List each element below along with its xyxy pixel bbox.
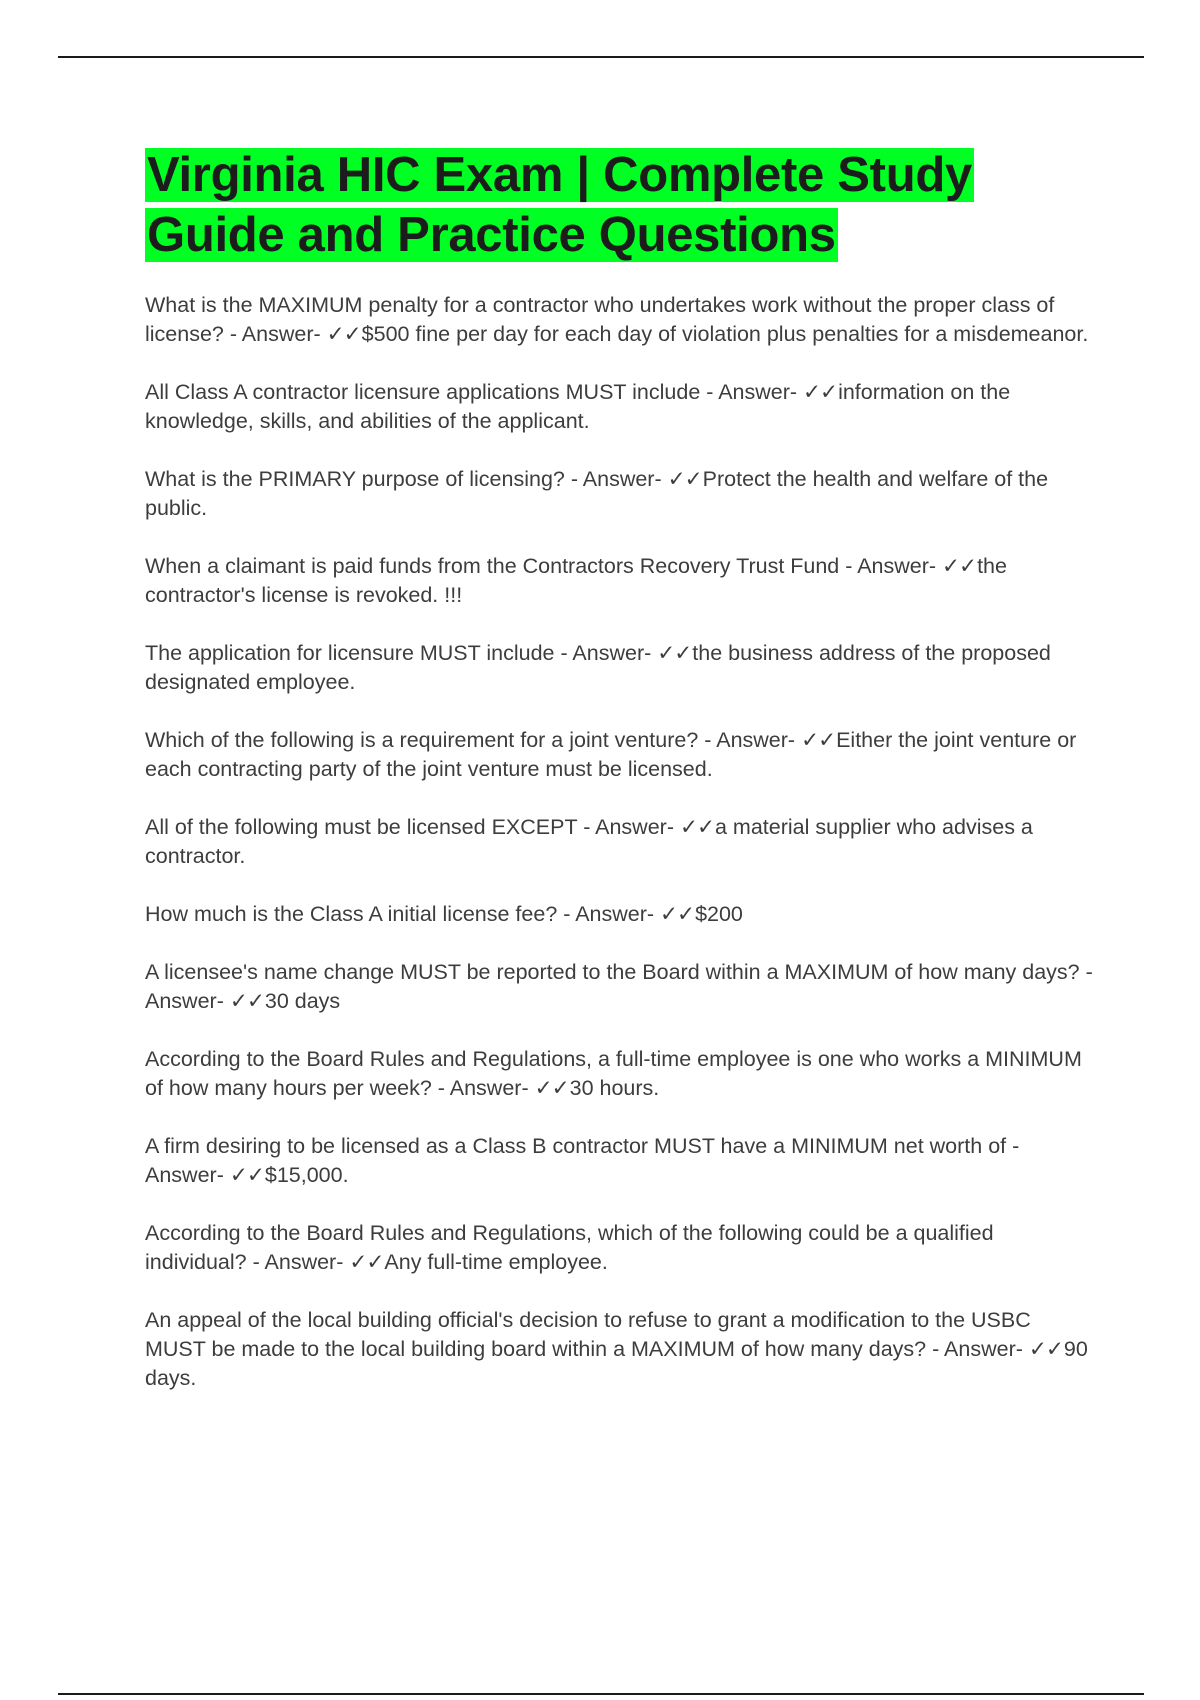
qa-list (145, 291, 1095, 1393)
bottom-rule (58, 1693, 1144, 1695)
question-text: When a claimant is paid funds from the Contractors Recovery Trust Fund (145, 554, 840, 578)
qa-item (145, 465, 1095, 523)
answer-separator: - Answer- (700, 380, 804, 404)
qa-item (145, 1306, 1095, 1393)
answer-text: 30 days (264, 989, 341, 1013)
answer-separator: - Answer- (145, 1134, 1020, 1187)
double-check-icon: ✓✓ (229, 1163, 264, 1187)
document-body (145, 145, 1095, 1422)
answer-text: Either the joint venture or each contracting party of the joint venture must be licensed. (145, 728, 1077, 781)
answer-text: 90 days. (145, 1337, 1088, 1390)
double-check-icon: ✓✓ (803, 380, 838, 404)
question-text: A firm desiring to be licensed as a Class B contractor MUST have a MINIMUM net worth of (145, 1134, 1007, 1158)
answer-separator: - Answer- (554, 641, 658, 665)
qa-item (145, 552, 1095, 610)
answer-text: information on the knowledge, skills, and abilities of the applicant. (145, 380, 1011, 433)
qa-item (145, 900, 1095, 929)
question-text: Which of the following is a requirement for a joint venture? (145, 728, 699, 752)
double-check-icon: ✓✓ (229, 989, 264, 1013)
answer-separator: - Answer- (698, 728, 802, 752)
qa-item (145, 639, 1095, 697)
answer-text: a material supplier who advises a contractor. (145, 815, 1033, 868)
qa-item (145, 813, 1095, 871)
qa-item (145, 1132, 1095, 1190)
qa-item (145, 958, 1095, 1016)
qa-item (145, 378, 1095, 436)
answer-text: the contractor's license is revoked. !!! (145, 554, 1007, 607)
double-check-icon: ✓✓ (349, 1250, 384, 1274)
document-title-text: Virginia HIC Exam | Complete Study Guide and Practice Questions (147, 148, 972, 262)
qa-item (145, 1219, 1095, 1277)
question-text: According to the Board Rules and Regulations, which of the following could be a qualified individual? (145, 1221, 994, 1274)
question-text: How much is the Class A initial license fee? (145, 902, 558, 926)
double-check-icon: ✓✓ (534, 1076, 569, 1100)
question-text: A licensee's name change MUST be reported to the Board within a MAXIMUM of how many days? (145, 960, 1080, 984)
question-text: The application for licensure MUST include (145, 641, 555, 665)
answer-text: $15,000. (264, 1163, 349, 1187)
qa-item (145, 291, 1095, 349)
question-text: All of the following must be licensed EXCEPT (145, 815, 578, 839)
double-check-icon: ✓✓ (801, 728, 836, 752)
double-check-icon: ✓✓ (667, 467, 702, 491)
question-text: All Class A contractor licensure applications MUST include (145, 380, 701, 404)
answer-separator: - Answer- (577, 815, 680, 839)
double-check-icon: ✓✓ (1028, 1337, 1063, 1361)
question-text: What is the PRIMARY purpose of licensing? (145, 467, 565, 491)
answer-separator: - Answer- (926, 1337, 1029, 1361)
answer-separator: - Answer- (839, 554, 943, 578)
answer-text: 30 hours. (569, 1076, 660, 1100)
document-title (145, 145, 1095, 265)
question-text: What is the MAXIMUM penalty for a contractor who undertakes work without the proper class of license? (145, 293, 1055, 346)
answer-separator: - Answer- (431, 1076, 535, 1100)
answer-separator: - Answer- (557, 902, 661, 926)
answer-text: $200 (695, 902, 743, 926)
double-check-icon: ✓✓ (679, 815, 714, 839)
answer-text: the business address of the proposed designated employee. (145, 641, 1051, 694)
double-check-icon: ✓✓ (326, 322, 361, 346)
double-check-icon: ✓✓ (942, 554, 977, 578)
qa-item (145, 1045, 1095, 1103)
question-text: An appeal of the local building official's decision to refuse to grant a modification to the USBC MUST be made to the local building board within a MAXIMUM of how many days? (145, 1308, 1031, 1361)
qa-item (145, 726, 1095, 784)
answer-text: $500 fine per day for each day of violation plus penalties for a misdemeanor. (361, 322, 1089, 346)
answer-separator: - Answer- (564, 467, 668, 491)
answer-separator: - Answer- (223, 322, 327, 346)
answer-separator: - Answer- (145, 960, 1093, 1013)
answer-text: Protect the health and welfare of the public. (145, 467, 1049, 520)
double-check-icon: ✓✓ (657, 641, 692, 665)
answer-separator: - Answer- (246, 1250, 350, 1274)
answer-text: Any full-time employee. (384, 1250, 608, 1274)
top-rule (58, 56, 1144, 58)
double-check-icon: ✓✓ (660, 902, 695, 926)
question-text: According to the Board Rules and Regulations, a full-time employee is one who works a MINIMUM of how many hours per week? (145, 1047, 1082, 1100)
